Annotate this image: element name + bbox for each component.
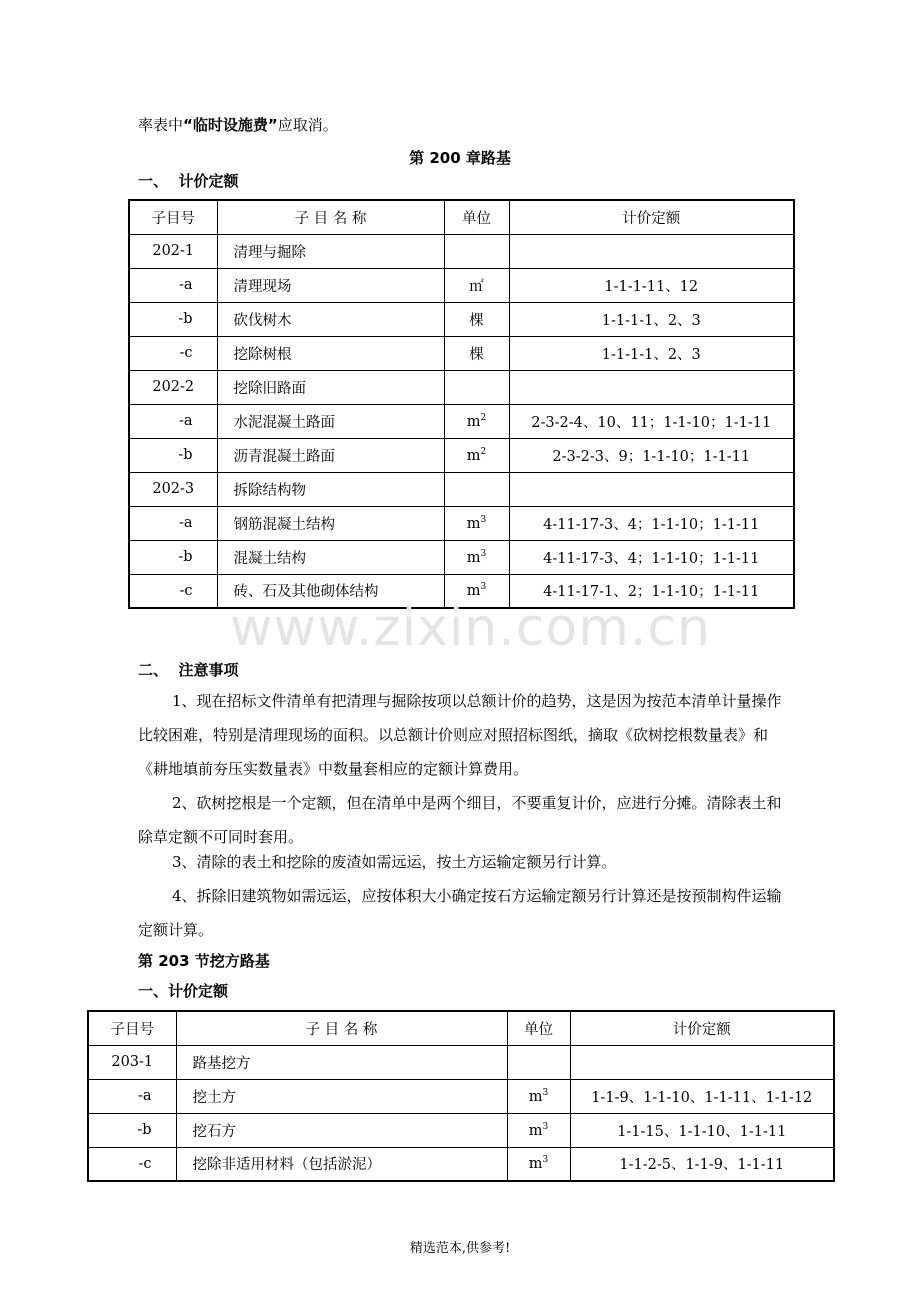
item-code: -b [88, 1113, 176, 1147]
item-quota [509, 370, 794, 404]
unit-text: ㎡ [469, 278, 484, 295]
table-header-cell: 子 目 名 称 [176, 1011, 507, 1045]
quota-table-203 [87, 1010, 835, 1182]
unit-text: m [466, 413, 481, 430]
item-code: -b [129, 438, 217, 472]
intro-line [138, 114, 338, 135]
item-quota [570, 1045, 834, 1079]
table-header-cell: 计价定额 [509, 200, 794, 234]
table-row [129, 438, 794, 472]
item-unit [444, 506, 509, 540]
item-quota: 4-11-17-3、4；1-1-10；1-1-11 [509, 540, 794, 574]
item-code: 202-3 [129, 472, 217, 506]
table-header-cell: 单位 [507, 1011, 570, 1045]
item-unit [444, 438, 509, 472]
note-1: 1、现在招标文件清单有把清理与掘除按项以总额计价的趋势，这是因为按范本清单计量操作比较困难，特别是清理现场的面积。以总额计价则应对照招标图纸，摘取《砍树挖根数量表》和《耕地填前夯压实数量表》中数量套相应的定额计算费用。 [138, 692, 782, 778]
item-unit [507, 1045, 570, 1079]
item-name: 清理与掘除 [217, 234, 444, 268]
table-row [129, 540, 794, 574]
item-unit [444, 302, 509, 336]
quota-table-200-body [129, 200, 794, 608]
item-quota [509, 472, 794, 506]
item-unit [444, 370, 509, 404]
item-quota: 1-1-1-1、2、3 [509, 302, 794, 336]
unit-exponent: 3 [542, 1121, 549, 1132]
table-row [88, 1113, 834, 1147]
unit-text: m [528, 1156, 543, 1173]
item-quota: 1-1-15、1-1-10、1-1-11 [570, 1113, 834, 1147]
item-unit [444, 336, 509, 370]
table-header-row [129, 200, 794, 234]
note-2: 2、砍树挖根是一个定额，但在清单中是两个细目，不要重复计价，应进行分摊。清除表土和除草定额不可同时套用。 [138, 794, 782, 846]
item-unit [507, 1113, 570, 1147]
item-name: 水泥混凝土路面 [217, 404, 444, 438]
unit-text: m [528, 1088, 543, 1105]
item-code: 202-2 [129, 370, 217, 404]
intro-suffix: 应取消。 [277, 116, 338, 134]
item-name: 挖除旧路面 [217, 370, 444, 404]
intro-highlight: “临时设施费” [183, 116, 278, 134]
unit-exponent: 3 [480, 514, 487, 525]
item-code: -a [129, 506, 217, 540]
item-name: 砍伐树木 [217, 302, 444, 336]
watermark: www.zixin.com.cn [230, 598, 711, 658]
item-unit [507, 1147, 570, 1181]
unit-exponent: 3 [542, 1087, 549, 1098]
unit-exponent: 2 [480, 412, 487, 423]
item-name: 拆除结构物 [217, 472, 444, 506]
table-row [129, 404, 794, 438]
item-code: 203-1 [88, 1045, 176, 1079]
item-quota [509, 234, 794, 268]
item-code: -c [129, 574, 217, 608]
table-header-cell: 子目号 [88, 1011, 176, 1045]
page-footer: 精选范本,供参考! [409, 1241, 511, 1256]
item-code: -b [129, 302, 217, 336]
note-3: 3、清除的表土和挖除的废渣如需远运，按土方运输定额另行计算。 [172, 853, 617, 871]
table-row [88, 1045, 834, 1079]
item-quota: 1-1-1-1、2、3 [509, 336, 794, 370]
item-name: 砖、石及其他砌体结构 [217, 574, 444, 608]
table-header-cell: 单位 [444, 200, 509, 234]
item-code: -c [88, 1147, 176, 1181]
item-name: 钢筋混凝土结构 [217, 506, 444, 540]
item-quota: 4-11-17-1、2；1-1-10；1-1-11 [509, 574, 794, 608]
item-unit [444, 404, 509, 438]
item-name: 清理现场 [217, 268, 444, 302]
table-header-cell: 计价定额 [570, 1011, 834, 1045]
item-name: 挖除非适用材料（包括淤泥） [176, 1147, 507, 1181]
item-quota: 1-1-9、1-1-10、1-1-11、1-1-12 [570, 1079, 834, 1113]
item-code: -c [129, 336, 217, 370]
unit-exponent: 3 [480, 582, 487, 593]
table-row [129, 302, 794, 336]
unit-text: 棵 [469, 312, 484, 329]
table-row [129, 234, 794, 268]
item-code: -a [129, 268, 217, 302]
section203-heading: 一、计价定额 [138, 982, 229, 1000]
item-unit [444, 268, 509, 302]
unit-text: m [466, 515, 481, 532]
item-name: 挖土方 [176, 1079, 507, 1113]
item-code: -a [88, 1079, 176, 1113]
unit-exponent: 3 [480, 548, 487, 559]
unit-text: m [466, 549, 481, 566]
note-4: 4、拆除旧建筑物如需远运，应按体积大小确定按石方运输定额另行计算还是按预制构件运输定额计算。 [138, 887, 782, 939]
section203-title: 第 203 节挖方路基 [138, 952, 270, 970]
quota-table-203-body [88, 1011, 834, 1181]
item-quota: 2-3-2-3、9；1-1-10；1-1-11 [509, 438, 794, 472]
unit-text: m [466, 583, 481, 600]
unit-text: m [528, 1122, 543, 1139]
item-quota: 2-3-2-4、10、11；1-1-10；1-1-11 [509, 404, 794, 438]
item-unit [444, 234, 509, 268]
item-unit [444, 472, 509, 506]
section2-heading: 二、 注意事项 [138, 661, 239, 679]
chapter-title: 第 200 章路基 [409, 149, 511, 167]
unit-exponent: 2 [480, 446, 487, 457]
intro-prefix: 率表中 [138, 116, 184, 134]
item-name: 挖石方 [176, 1113, 507, 1147]
table-row [88, 1079, 834, 1113]
item-unit [444, 540, 509, 574]
table-header-cell: 子目号 [129, 200, 217, 234]
table-row [88, 1147, 834, 1181]
table-row [129, 472, 794, 506]
table-row [129, 370, 794, 404]
item-name: 路基挖方 [176, 1045, 507, 1079]
table-row [129, 268, 794, 302]
item-code: 202-1 [129, 234, 217, 268]
item-name: 混凝土结构 [217, 540, 444, 574]
item-code: -b [129, 540, 217, 574]
item-quota: 1-1-1-11、12 [509, 268, 794, 302]
item-quota: 4-11-17-3、4；1-1-10；1-1-11 [509, 506, 794, 540]
item-quota: 1-1-2-5、1-1-9、1-1-11 [570, 1147, 834, 1181]
table-header-cell: 子 目 名 称 [217, 200, 444, 234]
unit-text: 棵 [469, 346, 484, 363]
table-header-row [88, 1011, 834, 1045]
table-row [129, 336, 794, 370]
item-name: 挖除树根 [217, 336, 444, 370]
item-unit [507, 1079, 570, 1113]
item-code: -a [129, 404, 217, 438]
unit-text: m [466, 447, 481, 464]
unit-exponent: 3 [542, 1155, 549, 1166]
quota-table-200 [128, 199, 795, 609]
table-row [129, 506, 794, 540]
item-name: 沥青混凝土路面 [217, 438, 444, 472]
section1-heading: 一、 计价定额 [138, 172, 239, 190]
